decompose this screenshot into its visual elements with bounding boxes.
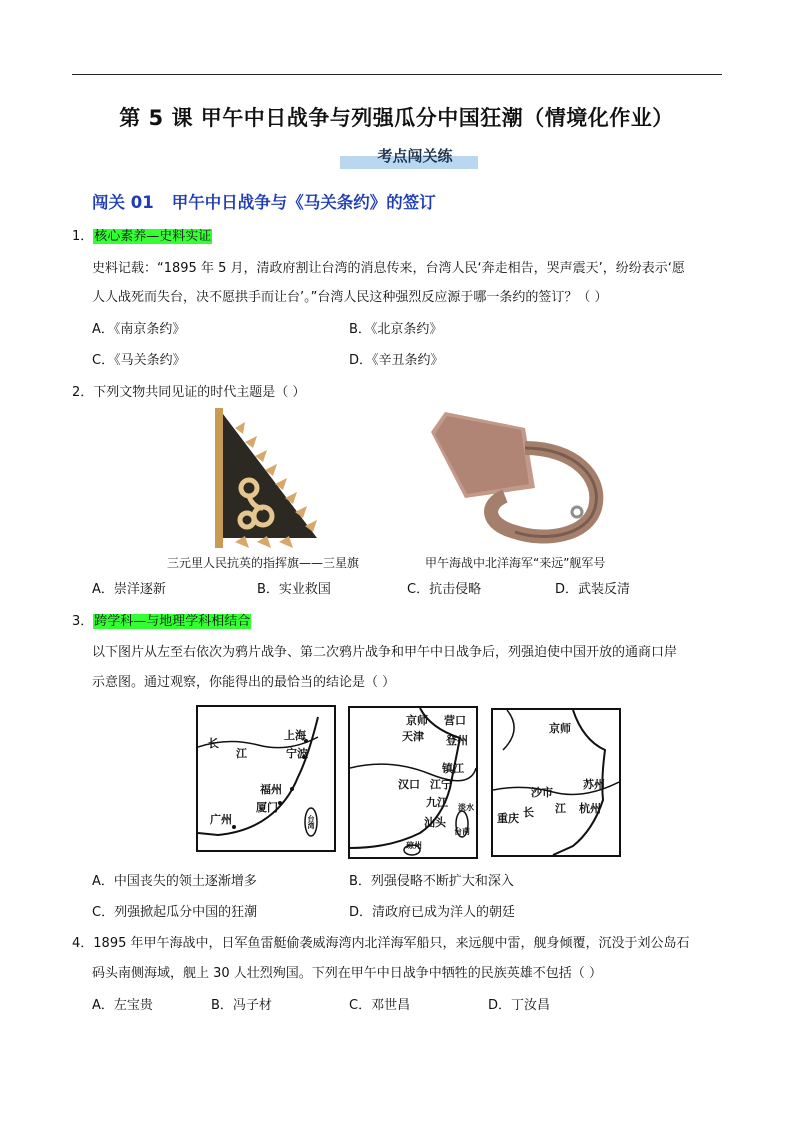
q4-option-c[interactable]: C．邓世昌 bbox=[349, 998, 411, 1013]
map3-label: 京师 bbox=[549, 722, 571, 735]
q1-option-c[interactable]: C．《马关条约》 bbox=[92, 353, 186, 368]
map1-label: 广州 bbox=[210, 813, 232, 826]
map3-label: 苏州 bbox=[583, 778, 605, 791]
q2-option-b[interactable]: B．实业救国 bbox=[257, 582, 331, 597]
q2-option-c[interactable]: C．抗击侵略 bbox=[407, 582, 482, 597]
header-rule bbox=[72, 74, 722, 75]
section-heading bbox=[92, 189, 454, 213]
map2-label: 九江 bbox=[426, 796, 448, 809]
question-tag: 跨学科—与地理学科相结合 bbox=[94, 614, 251, 629]
q3-option-a[interactable]: A．中国丧失的领土逐渐增多 bbox=[92, 874, 257, 889]
q1-option-d[interactable]: D．《辛丑条约》 bbox=[349, 353, 444, 368]
section-code: 闯关 01 bbox=[92, 193, 154, 212]
question-4-stem-line2: 码头南侧海域，舰上 30 人壮烈殉国。下列在甲午中日战争中牺牲的民族英雄不包括（ ） bbox=[92, 966, 602, 981]
question-2-stem: 下列文物共同见证的时代主题是（ ） bbox=[93, 385, 306, 400]
map1-label: 上海 bbox=[284, 729, 306, 742]
q2-option-d[interactable]: D．武装反清 bbox=[555, 582, 631, 597]
map1-label: 台湾 bbox=[307, 815, 315, 829]
map1-label: 长 bbox=[208, 737, 219, 750]
question-1-header bbox=[72, 227, 212, 247]
q2-option-a[interactable]: A．崇洋逐新 bbox=[92, 582, 166, 597]
page-title: 第 5 课 甲午中日战争与列强瓜分中国狂潮（情境化作业） bbox=[119, 106, 674, 130]
map1-label: 厦门 bbox=[256, 801, 278, 814]
map-opium-war bbox=[196, 705, 336, 852]
map2-label: 京师 bbox=[406, 714, 428, 727]
map2-label: 台南 bbox=[454, 827, 470, 836]
subtitle-banner bbox=[352, 145, 478, 173]
map3-label: 重庆 bbox=[497, 812, 519, 825]
q4-option-d[interactable]: D．丁汝昌 bbox=[488, 998, 551, 1013]
three-star-flag-image bbox=[205, 408, 325, 548]
question-number: 4． bbox=[72, 936, 94, 951]
map1-label: 福州 bbox=[260, 783, 282, 796]
map2-label: 营口 bbox=[444, 714, 466, 727]
map2-label: 镇江 bbox=[442, 762, 464, 775]
question-3-header bbox=[72, 612, 251, 632]
map3-label: 杭州 bbox=[579, 802, 601, 815]
map2-label: 天津 bbox=[402, 730, 424, 743]
map3-label: 江 bbox=[555, 802, 566, 815]
q1-option-a[interactable]: A．《南京条约》 bbox=[92, 322, 186, 337]
section-name: 甲午中日战争与《马关条约》的签订 bbox=[171, 193, 436, 212]
q4-option-a[interactable]: A．左宝贵 bbox=[92, 998, 153, 1013]
question-number: 3． bbox=[72, 614, 94, 629]
question-1-stem-line1: 史料记载：“1895 年 5 月，清政府割让台湾的消息传来，台湾人民‘奔走相告，哭声震天’，纷纷表示‘愿 bbox=[92, 261, 685, 276]
question-tag: 核心素养—史料实证 bbox=[94, 229, 212, 244]
q3-option-c[interactable]: C．列强掀起瓜分中国的狂潮 bbox=[92, 905, 258, 920]
flag-caption: 三元里人民抗英的指挥旗——三星旗 bbox=[167, 556, 360, 570]
question-2-header bbox=[72, 383, 305, 403]
map2-label: 淡水 bbox=[458, 803, 474, 812]
question-number: 1． bbox=[72, 229, 94, 244]
map-second-opium-war bbox=[348, 706, 478, 859]
map2-label: 汉口 bbox=[398, 778, 420, 791]
question-number: 2． bbox=[72, 385, 94, 400]
question-3-stem-line1: 以下图片从左至右依次为鸦片战争、第二次鸦片战争和甲午中日战争后，列强迫使中国开放的通商口岸 bbox=[92, 645, 678, 660]
map1-label: 宁波 bbox=[286, 747, 308, 760]
question-1-stem-line2: 人人战死而失台，决不愿拱手而让台’。”台湾人民这种强烈反应源于哪一条约的签订？（ ） bbox=[92, 290, 608, 305]
map-sino-japanese-war bbox=[491, 708, 621, 857]
q3-option-b[interactable]: B．列强侵略不断扩大和深入 bbox=[349, 874, 514, 889]
map2-label: 琼州 bbox=[406, 841, 422, 850]
map2-label: 汕头 bbox=[424, 816, 446, 829]
subtitle: 考点闯关练 bbox=[377, 147, 453, 165]
q3-option-d[interactable]: D．清政府已成为洋人的朝廷 bbox=[349, 905, 516, 920]
map3-label: 沙市 bbox=[531, 786, 553, 799]
map2-label: 登州 bbox=[446, 734, 468, 747]
map3-label: 长 bbox=[523, 806, 534, 819]
bugle-image bbox=[425, 408, 615, 548]
q4-option-b[interactable]: B．冯子材 bbox=[211, 998, 272, 1013]
question-3-stem-line2: 示意图。通过观察，你能得出的最恰当的结论是（ ） bbox=[92, 675, 396, 690]
question-4-stem-line1: 1895 年甲午海战中，日军鱼雷艇偷袭威海湾内北洋海军船只，来远舰中雷，舰身倾覆，沉没于刘公岛石 bbox=[93, 936, 690, 951]
map1-label: 江 bbox=[236, 747, 247, 760]
map2-label: 江宁 bbox=[430, 778, 452, 791]
question-4-line1 bbox=[72, 934, 722, 954]
bugle-caption: 甲午海战中北洋海军“来远”舰军号 bbox=[425, 556, 606, 570]
q1-option-b[interactable]: B．《北京条约》 bbox=[349, 322, 443, 337]
